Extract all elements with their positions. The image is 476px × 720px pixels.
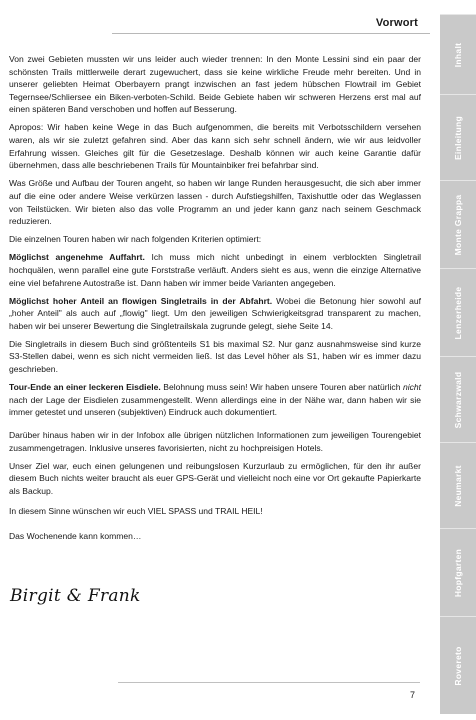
criterion-paragraph <box>9 295 421 333</box>
criterion-heading: Möglichst angenehme Auffahrt. <box>9 252 145 263</box>
tab-schwarzwald[interactable] <box>440 356 476 442</box>
criterion-text: nach der Lage der Eisdielen zusammengestellt. Wenn allerdings eine in der Nähe war, dann haben wir sie immer getestet und unseren (subjektiven) Eindruck auch dokumentiert. <box>9 394 421 418</box>
tab-label: Rovereto <box>453 645 463 686</box>
paragraph: Von zwei Gebieten mussten wir uns leider auch wieder trennen: In den Monte Lessini sind ein paar der schönsten Trails mittlerweile derart zugewuchert, dass sie keine wirkliche Freude mehr bereiten. Und in unserer geliebten Heimat Oberbayern prangt inzwischen an fast jedem hübschen Flowtrail im Gebiet Tegernsee/Schliersee ein Biken-verboten-Schild. Beide Gebiete haben wir schweren Herzens erst mal auf einen späteren Band verschoben und hoffen auf Besserung. <box>9 54 421 115</box>
tab-label: Lenzerheide <box>453 286 463 339</box>
header-rule <box>112 33 430 34</box>
tab-monte-grappa[interactable] <box>440 180 476 268</box>
tab-label: Einleitung <box>453 115 463 160</box>
criterion-text: Belohnung muss sein! Wir haben unsere Touren aber natürlich <box>160 382 403 393</box>
paragraph: Was Größe und Aufbau der Touren angeht, so haben wir lange Runden herausgesucht, die sich aber immer auf die eine oder andere Weise verkürzen lassen - durch Aufstiegshilfen, Taxishuttle oder das Weglassen von Teilstücken. Wir bieten also das volle Programm an und jeder kann ganz nach seinem Geschmack reduzieren. <box>9 178 421 227</box>
criterion-text: Ich muss mich nicht unbedingt in einem verblockten Singletrail hochquälen, wenn parallel eine gute Forststraße verläuft. Anders sieht es aus, wenn die einzige Alternative eine viel befahrene Autostraße ist. Dann haben wir immer beide Varianten angegeben. <box>9 252 421 288</box>
criterion-text: Wobei die Betonung hier sowohl auf „hoher Anteil" als auch auf „flowig" liegt. Um den jeweiligen Schwierigkeitsgrad transparent zu machen, haben wir bei unserer Bewertung die Singletrailskala zugrunde gelegt, siehe Seite 14. <box>9 295 422 331</box>
paragraph: In diesem Sinne wünschen wir euch VIEL SPASS und TRAIL HEIL! <box>9 506 263 517</box>
tab-label: Monte Grappa <box>453 194 463 255</box>
emphasis: nicht <box>402 382 421 393</box>
tab-lenzerheide[interactable] <box>440 268 476 356</box>
signature: Birgit & Frank <box>10 586 141 606</box>
criterion-paragraph <box>9 251 421 289</box>
paragraph: Die Singletrails in diesem Buch sind größtenteils S1 bis maximal S2. Nur ganz ausnahmsweise sind kurze S3-Stellen dabei, wenn es sich nicht vermeiden ließ. Ist das Level höher als S1, haben wir es immer dazu geschrieben. <box>9 338 421 375</box>
tab-hopfgarten[interactable] <box>440 528 476 616</box>
paragraph: Das Wochenende kann kommen… <box>9 531 142 541</box>
tab-neumarkt[interactable] <box>440 442 476 528</box>
criterion-paragraph <box>9 381 421 419</box>
tab-einleitung[interactable] <box>440 94 476 180</box>
chapter-tabs <box>440 14 476 714</box>
tab-label: Neumarkt <box>453 464 463 507</box>
tab-label: Schwarzwald <box>453 371 463 428</box>
paragraph: Unser Ziel war, euch einen gelungenen und reibungslosen Kurzurlaub zu ermöglichen, für den ihr außer diesem Buch nichts weiter braucht als euer GPS-Gerät und vielleicht noch eine vor Ort gekaufte Papierkarte als Backup. <box>9 460 421 496</box>
paragraph: Darüber hinaus haben wir in der Infobox alle übrigen nützlichen Informationen zum jeweiligen Tourengebiet zusammengetragen. Inklusive unseres favorisierten, nicht zu hochpreisigen Hotels. <box>9 429 421 453</box>
body-text <box>9 53 421 548</box>
tab-label: Hopfgarten <box>453 548 463 597</box>
paragraph: Die einzelnen Touren haben wir nach folgenden Kriterien optimiert: <box>9 234 262 245</box>
tab-rovereto[interactable] <box>440 616 476 714</box>
criterion-heading: Möglichst hoher Anteil an flowigen Singletrails in der Abfahrt. <box>9 295 273 306</box>
page-number: 7 <box>410 690 416 700</box>
chapter-title: Vorwort <box>375 17 418 29</box>
footer-rule <box>118 682 420 683</box>
paragraph: Apropos: Wir haben keine Wege in das Buch aufgenommen, die bereits mit Verbotsschildern versehen waren, als wir sie zuletzt gefahren sind. Aber das kann sich sehr schnell ändern, wie wir aus leidvoller Erfahrung wissen. Gleiches gilt für die Gesetzeslage. Deshalb können wir auch keine Garantie dafür übernehmen, dass alle beschriebenen Trails für Mountainbiker frei befahrbar sind. <box>9 122 421 171</box>
tab-label: Inhalt <box>453 42 463 67</box>
criterion-heading: Tour-Ende an einer leckeren Eisdiele. <box>9 382 161 393</box>
tab-inhalt[interactable] <box>440 14 476 94</box>
